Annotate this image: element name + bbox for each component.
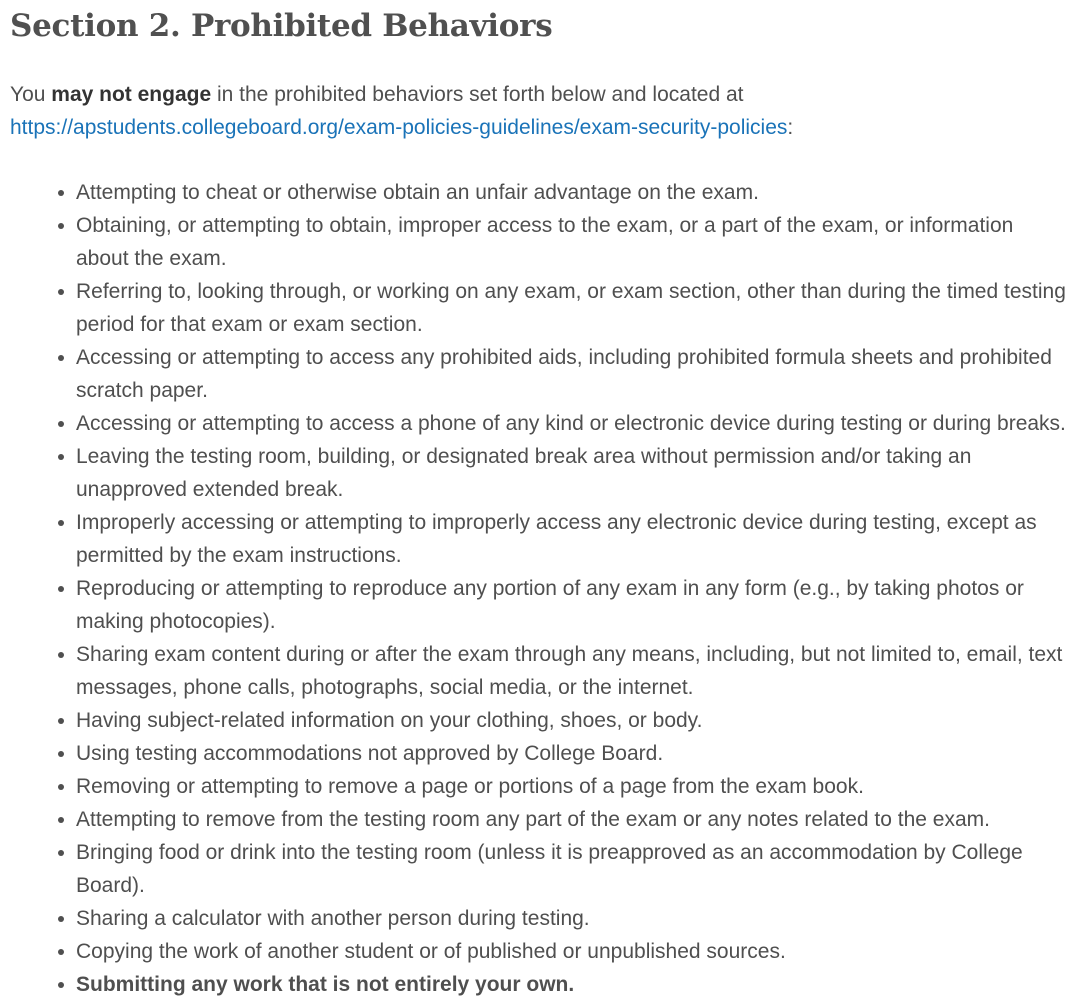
list-item: Copying the work of another student or of published or unpublished sources. — [76, 935, 1070, 968]
list-item: Bringing food or drink into the testing room (unless it is preapproved as an accommodation by College Board). — [76, 836, 1070, 902]
list-item: Sharing exam content during or after the exam through any means, including, but not limited to, email, text messages, phone calls, photographs, social media, or the internet. — [76, 638, 1070, 704]
list-item: Leaving the testing room, building, or designated break area without permission and/or taking an unapproved extended break. — [76, 440, 1070, 506]
list-item: Having subject-related information on your clothing, shoes, or body. — [76, 704, 1070, 737]
section-title: Section 2. Prohibited Behaviors — [10, 8, 553, 44]
intro-prefix: You — [10, 83, 52, 106]
prohibited-behaviors-list — [10, 176, 1070, 1001]
list-item-partial: Submitting any work that is not entirely your own. — [76, 968, 1070, 1001]
list-item: Improperly accessing or attempting to improperly access any electronic device during testing, except as permitted by the exam instructions. — [76, 506, 1070, 572]
list-item: Reproducing or attempting to reproduce any portion of any exam in any form (e.g., by taking photos or making photocopies). — [76, 572, 1070, 638]
document-page — [10, 0, 1070, 1001]
intro-suffix: : — [787, 116, 794, 139]
list-item: Attempting to cheat or otherwise obtain an unfair advantage on the exam. — [76, 176, 1070, 209]
intro-emphasis: may not engage — [51, 83, 212, 106]
list-item: Referring to, looking through, or working on any exam, or exam section, other than during the timed testing period for that exam or exam section. — [76, 275, 1070, 341]
list-item: Accessing or attempting to access a phone of any kind or electronic device during testing or during breaks. — [76, 407, 1070, 440]
list-item: Obtaining, or attempting to obtain, improper access to the exam, or a part of the exam, or information about the exam. — [76, 209, 1070, 275]
intro-middle: in the prohibited behaviors set forth below and located at — [211, 83, 744, 106]
list-item: Accessing or attempting to access any prohibited aids, including prohibited formula sheets and prohibited scratch paper. — [76, 341, 1070, 407]
policies-link[interactable]: https://apstudents.collegeboard.org/exam-policies-guidelines/exam-security-policies — [10, 116, 788, 139]
list-item: Using testing accommodations not approved by College Board. — [76, 737, 1070, 770]
intro-paragraph — [10, 78, 1070, 144]
list-item: Attempting to remove from the testing room any part of the exam or any notes related to the exam. — [76, 803, 1070, 836]
list-item: Sharing a calculator with another person during testing. — [76, 902, 1070, 935]
list-item: Removing or attempting to remove a page or portions of a page from the exam book. — [76, 770, 1070, 803]
